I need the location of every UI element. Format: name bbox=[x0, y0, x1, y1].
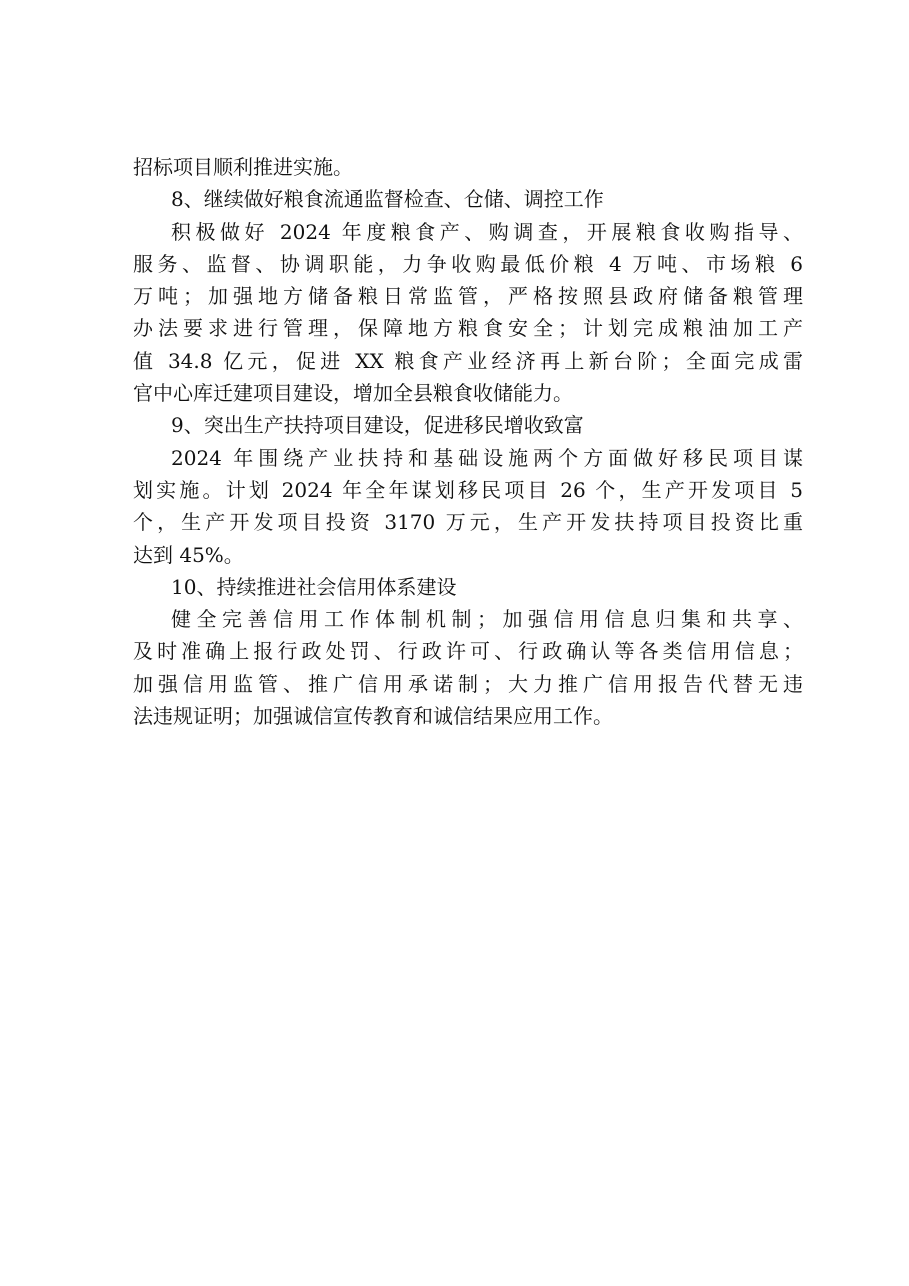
text-line: 积极做好 2024 年度粮食产、购调查，开展粮食收购指导、 bbox=[171, 219, 803, 244]
document-body bbox=[133, 151, 803, 732]
section-heading-10: 10、持续推进社会信用体系建设 bbox=[171, 574, 457, 599]
text-line: 法违规证明；加强诚信宣传教育和诚信结果应用工作。 bbox=[133, 704, 613, 729]
text-line: 万吨；加强地方储备粮日常监管，严格按照县政府储备粮管理 bbox=[133, 284, 803, 309]
text-line: 达到 45%。 bbox=[133, 542, 244, 567]
section-heading-9: 9、突出生产扶持项目建设，促进移民增收致富 bbox=[171, 413, 584, 438]
text-line: 及时准确上报行政处罚、行政许可、行政确认等各类信用信息； bbox=[133, 639, 803, 664]
text-line: 划实施。计划 2024 年全年谋划移民项目 26 个，生产开发项目 5 bbox=[133, 477, 803, 502]
text-line: 官中心库迁建项目建设，增加全县粮食收储能力。 bbox=[133, 381, 573, 406]
text-line: 招标项目顺利推进实施。 bbox=[133, 155, 353, 179]
text-line: 加强信用监管、推广信用承诺制；大力推广信用报告代替无违 bbox=[133, 671, 803, 696]
section-heading-8: 8、继续做好粮食流通监督检查、仓储、调控工作 bbox=[171, 187, 604, 212]
text-line: 个，生产开发项目投资 3170 万元，生产开发扶持项目投资比重 bbox=[133, 510, 803, 535]
text-line: 2024 年围绕产业扶持和基础设施两个方面做好移民项目谋 bbox=[171, 445, 803, 470]
text-line: 值 34.8 亿元，促进 XX 粮食产业经济再上新台阶；全面完成雷 bbox=[133, 348, 803, 373]
text-line: 健全完善信用工作体制机制；加强信用信息归集和共享、 bbox=[171, 607, 803, 632]
text-line: 服务、监督、协调职能，力争收购最低价粮 4 万吨、市场粮 6 bbox=[133, 251, 803, 276]
text-line: 办法要求进行管理，保障地方粮食安全；计划完成粮油加工产 bbox=[133, 316, 803, 341]
